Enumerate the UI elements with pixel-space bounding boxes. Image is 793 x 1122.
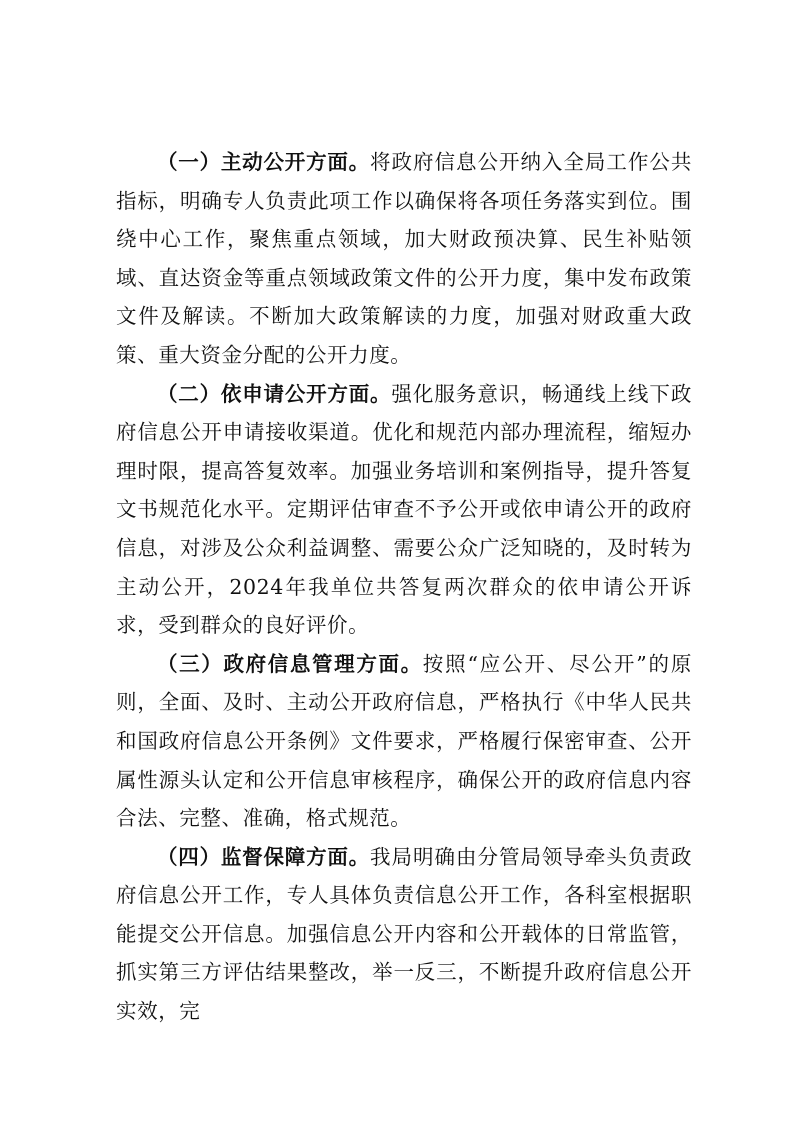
paragraph-heading: （二）依申请公开方面。: [157, 381, 392, 406]
paragraph-heading: （三）政府信息管理方面。: [157, 651, 423, 676]
paragraph-text: 将政府信息公开纳入全局工作公共指标，明确专人负责此项工作以确保将各项任务落实到位。围绕中心工作，聚焦重点领域，加大财政预决算、民生补贴领域、直达资金等重点领域政策文件的公开力度，集中发布政策文件及解读。不断加大政策解读的力度，加强对财政重大政策、重大资金分配的公开力度。: [116, 150, 693, 367]
paragraph-disclosure-on-request: [116, 375, 692, 645]
paragraph-text: 强化服务意识，畅通线上线下政府信息公开申请接收渠道。优化和规范内部办理流程，缩短办理时限，提高答复效率。加强业务培训和案例指导，提升答复文书规范化水平。定期评估审查不予公开或依申请公开的政府信息，对涉及公众利益调整、需要公众广泛知晓的，及时转为主动公开，2024年我单位共答复两次群众的依申请公开诉求，受到群众的良好评价。: [116, 381, 692, 638]
paragraph-proactive-disclosure: [116, 143, 692, 375]
paragraph-heading: （一）主动公开方面。: [157, 150, 370, 174]
paragraph-information-management: [116, 645, 692, 838]
paragraph-text: 我局明确由分管局领导牵头负责政府信息公开工作，专人具体负责信息公开工作，各科室根据职能提交公开信息。加强信息公开内容和公开载体的日常监管，抓实第三方评估结果整改，举一反三，不断提升政府信息公开实效，完: [116, 844, 693, 1024]
document-body: [116, 143, 692, 1031]
paragraph-text: 按照“应公开、尽公开”的原则，全面、及时、主动公开政府信息，严格执行《中华人民共和国政府信息公开条例》文件要求，严格履行保密审查、公开属性源头认定和公开信息审核程序，确保公开的政府信息内容合法、完整、准确，格式规范。: [116, 651, 692, 831]
paragraph-heading: （四）监督保障方面。: [157, 844, 370, 869]
paragraph-supervision-guarantee: [116, 838, 692, 1031]
